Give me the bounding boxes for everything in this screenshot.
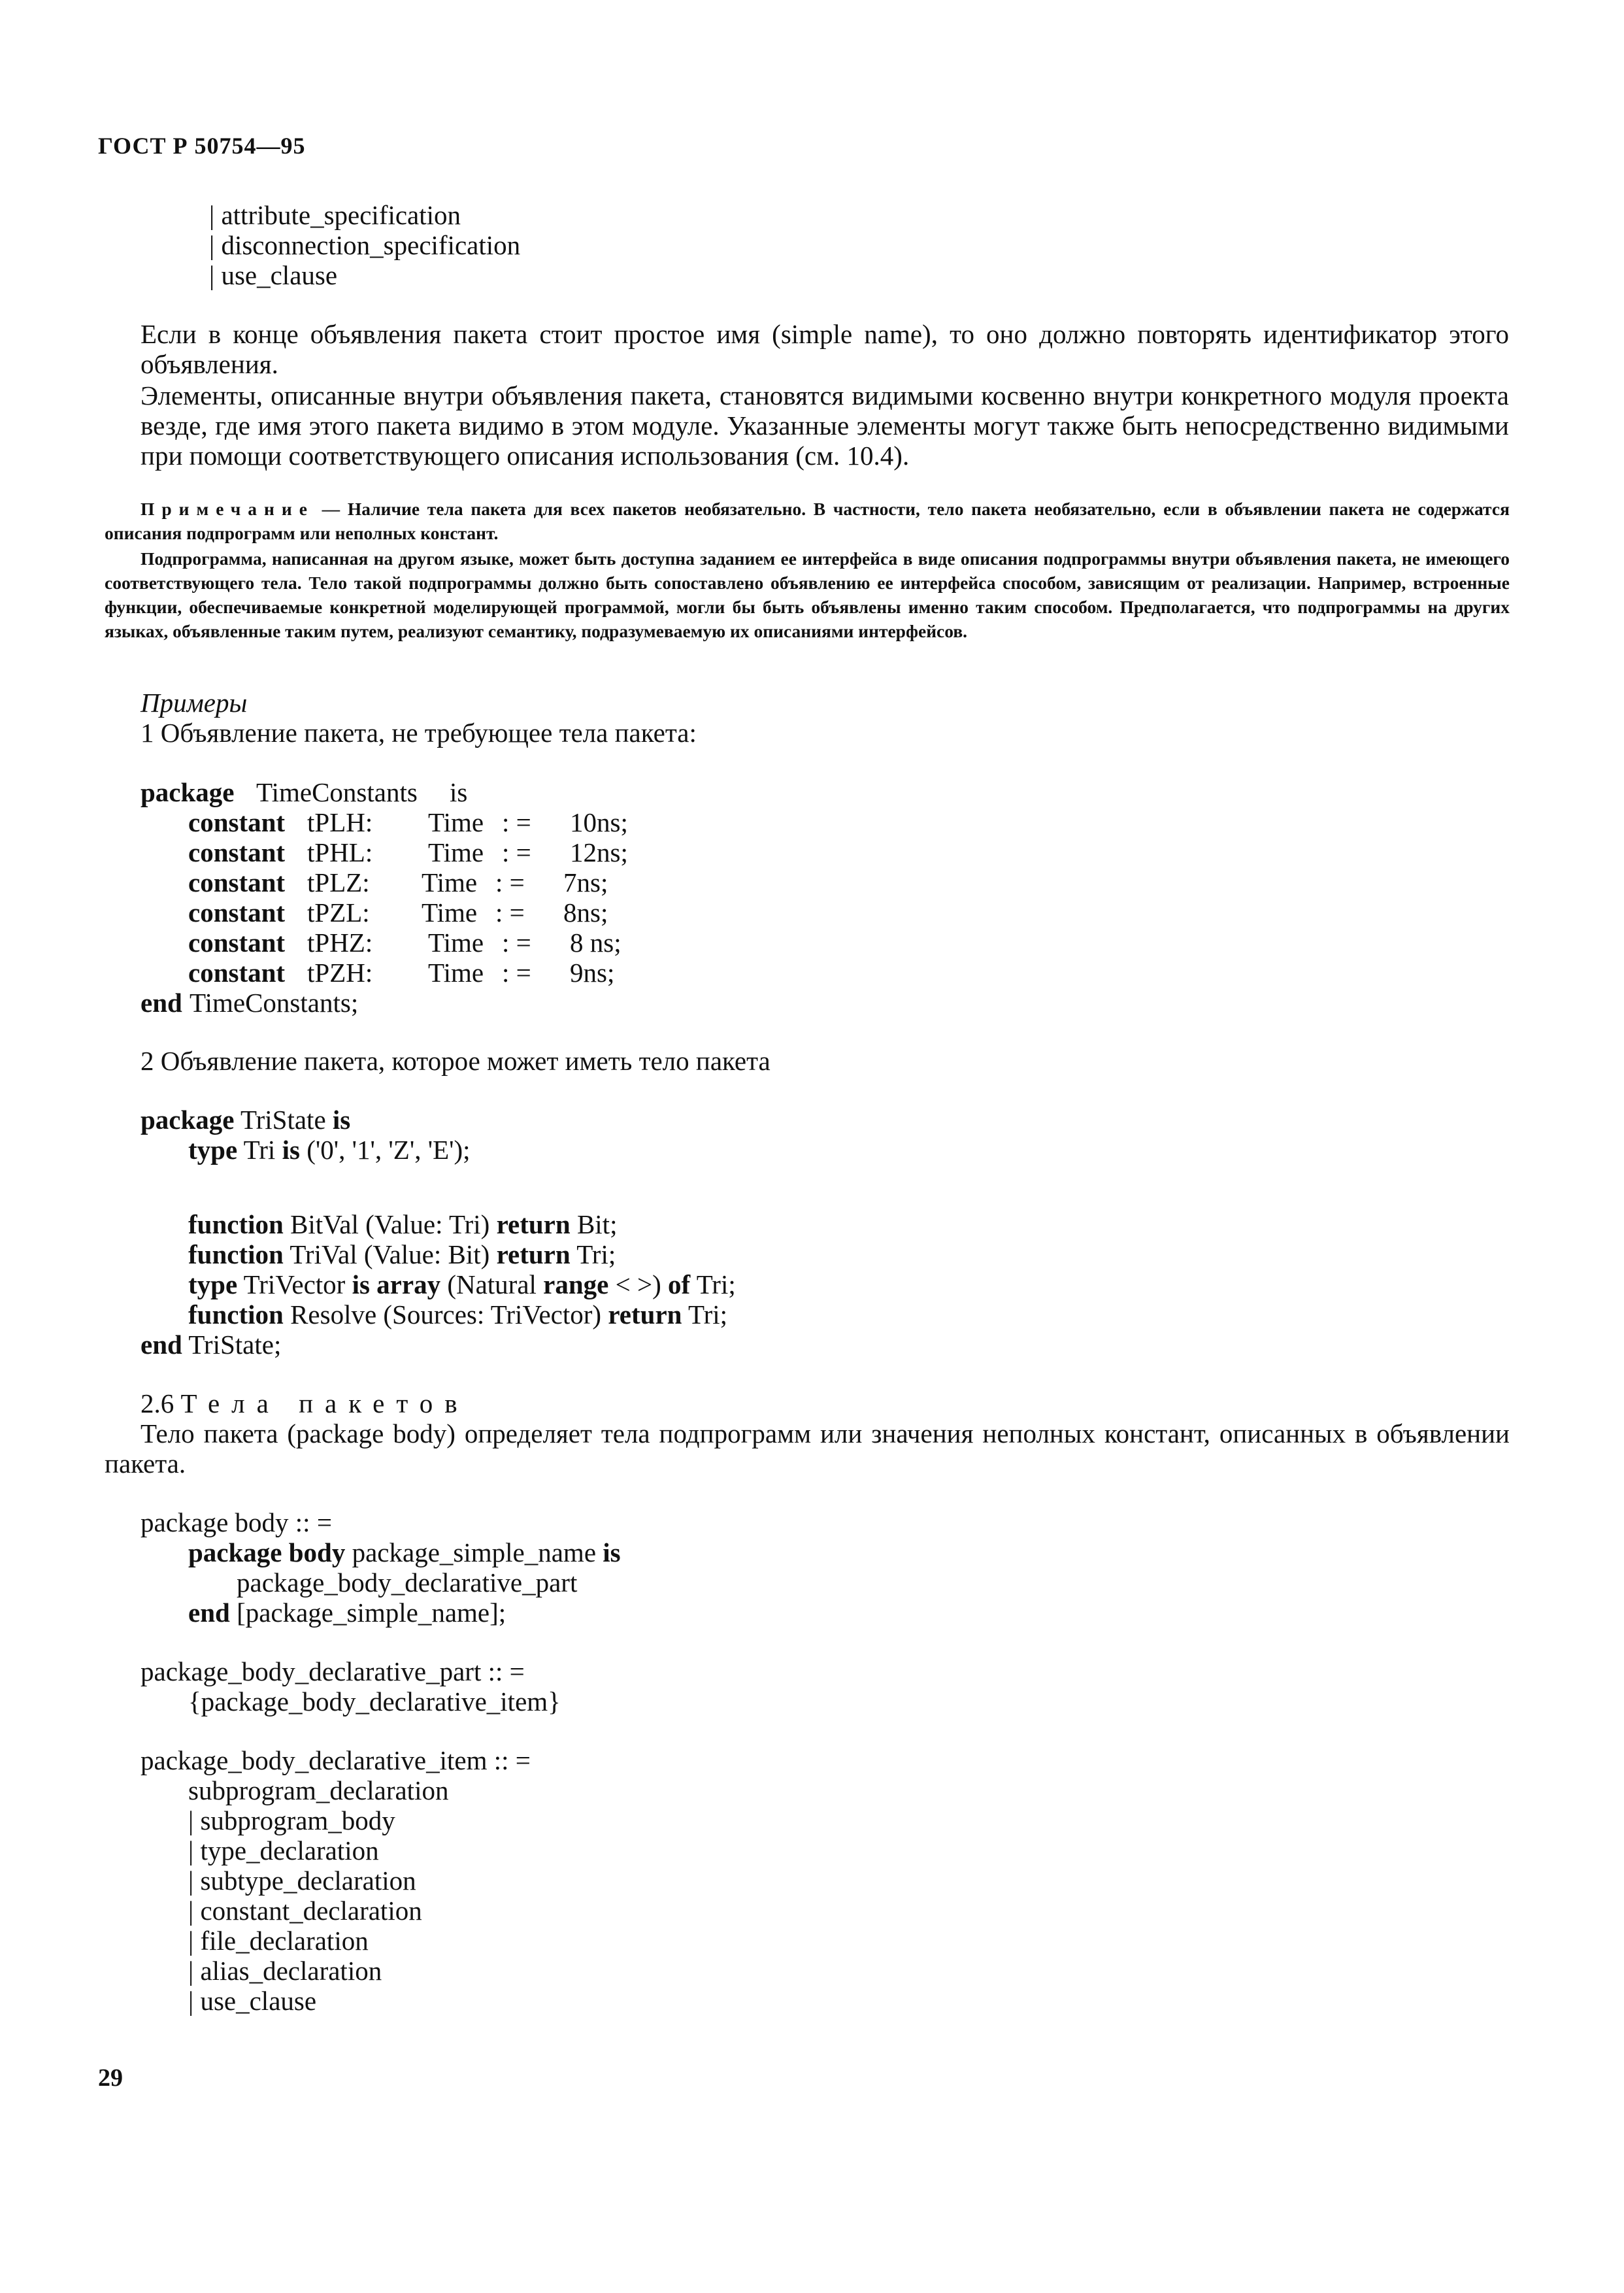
code-keyword: constant — [188, 958, 286, 988]
grammar-line: | disconnection_specification — [209, 230, 521, 260]
code-text: 7ns; — [563, 867, 608, 897]
code-text: : = — [502, 837, 531, 867]
code-text: Resolve (Sources: TriVector) — [283, 1299, 608, 1330]
grammar-line: | subtype_declaration — [188, 1866, 416, 1896]
code-text: < >) — [608, 1269, 669, 1299]
code-text: 8 ns; — [570, 928, 621, 958]
code-text: : = — [495, 867, 525, 897]
document-header: ГОСТ Р 50754—95 — [98, 133, 306, 159]
code-keyword: constant — [188, 897, 286, 928]
section-title: Тела пакетов — [180, 1388, 469, 1418]
code-keyword: return — [608, 1299, 682, 1330]
code-keyword: is — [603, 1537, 621, 1567]
code-text: TriState; — [182, 1330, 282, 1360]
grammar-line: | use_clause — [209, 260, 338, 290]
code-text: Tri; — [570, 1239, 616, 1269]
code-text: Time — [428, 928, 484, 958]
code-keyword: is — [332, 1105, 351, 1135]
code-text: Time — [428, 807, 484, 837]
code-text: Time — [428, 958, 484, 988]
code-line — [188, 1209, 617, 1239]
code-text: Bit; — [570, 1209, 618, 1239]
code-keyword: constant — [188, 837, 286, 867]
code-text: tPHL: — [307, 837, 373, 867]
grammar-line: package_body_declarative_part — [237, 1567, 578, 1598]
code-text: 10ns; — [570, 807, 628, 837]
grammar-line: | constant_declaration — [188, 1896, 422, 1926]
code-keyword: package body — [188, 1537, 346, 1567]
code-text: Tri; — [690, 1269, 736, 1299]
note-paragraph — [105, 546, 1510, 643]
code-keyword: function — [188, 1209, 284, 1239]
code-text: Time — [422, 867, 478, 897]
note-text: Подпрограмма, написанная на другом языке, может быть доступна заданием ее интерфейса в виде описания подпрограммы внутри объявления пакета, не имеющего соответствующего тела. Тело такой подпрограммы должно быть сопоставлено объявлению ее интерфейса способом, зависящим от реализации. Например, встроенные функции, обеспечиваемые конкретной моделирующей программой, могли бы быть объявлены именно таким способом. Предполагается, что подпрограммы на других языках, объявленные таким путем, реализуют семантику, подразумеваемую их описаниями интерфейсов. — [105, 548, 1510, 641]
example-title: 1 Объявление пакета, не требующее тела пакета: — [141, 718, 697, 748]
code-text: Tri — [237, 1135, 282, 1165]
section-number: 2.6 — [141, 1388, 174, 1418]
code-text: TimeConstants — [256, 777, 418, 807]
grammar-line: {package_body_declarative_item} — [188, 1686, 561, 1716]
code-keyword: function — [188, 1299, 284, 1330]
page-number: 29 — [98, 2064, 123, 2092]
code-keyword: end — [141, 988, 182, 1018]
code-keyword: function — [188, 1239, 284, 1269]
grammar-line: | alias_declaration — [188, 1956, 382, 1986]
code-text: TimeConstants; — [190, 988, 359, 1018]
examples-heading: Примеры — [141, 688, 248, 718]
code-line — [188, 1299, 727, 1330]
code-keyword: constant — [188, 928, 286, 958]
code-line — [188, 1239, 616, 1269]
code-keyword: type — [188, 1269, 238, 1299]
section-heading — [141, 1388, 469, 1418]
code-text: package_simple_name — [345, 1537, 603, 1567]
code-text: tPLH: — [307, 807, 373, 837]
code-text: Tri; — [682, 1299, 728, 1330]
code-keyword: end — [141, 1330, 182, 1360]
note — [105, 497, 1510, 545]
grammar-line — [188, 1537, 621, 1567]
grammar-line: | file_declaration — [188, 1926, 369, 1956]
code-text: ('0', '1', 'Z', 'E'); — [299, 1135, 471, 1165]
grammar-line: package_body_declarative_part :: = — [141, 1656, 525, 1686]
code-keyword: type — [188, 1135, 238, 1165]
code-text: : = — [502, 807, 531, 837]
grammar-line: | subprogram_body — [188, 1805, 395, 1835]
code-text: : = — [495, 897, 525, 928]
code-text: : = — [502, 928, 531, 958]
code-text: TriVector — [237, 1269, 352, 1299]
grammar-line: | type_declaration — [188, 1835, 379, 1866]
code-text: TriVal (Value: Bit) — [283, 1239, 497, 1269]
code-keyword: constant — [188, 867, 286, 897]
code-line — [188, 1269, 736, 1299]
grammar-line — [188, 1598, 506, 1628]
code-text: BitVal (Value: Tri) — [283, 1209, 497, 1239]
code-text: Time — [422, 897, 478, 928]
grammar-line: package_body_declarative_item :: = — [141, 1745, 531, 1775]
code-keyword: is array — [352, 1269, 441, 1299]
code-text: tPHZ: — [307, 928, 373, 958]
example-title: 2 Объявление пакета, которое может иметь тело пакета — [141, 1046, 771, 1076]
paragraph: Тело пакета (package body) определяет тела подпрограмм или значения неполных констант, описанных в объявлении пакета. — [105, 1418, 1510, 1479]
code-keyword: is — [282, 1135, 300, 1165]
code-line — [188, 1135, 471, 1165]
code-keyword: of — [668, 1269, 691, 1299]
code-keyword: return — [496, 1209, 571, 1239]
code-text: : = — [502, 958, 531, 988]
code-keyword: range — [543, 1269, 609, 1299]
code-line — [141, 1330, 281, 1360]
code-text: (Natural — [440, 1269, 544, 1299]
note-label: Примечание — [141, 499, 314, 519]
grammar-line: subprogram_declaration — [188, 1775, 449, 1805]
code-keyword: package — [141, 777, 235, 807]
code-keyword: package — [141, 1105, 235, 1135]
code-text: TriState — [234, 1105, 333, 1135]
code-text: tPZH: — [307, 958, 373, 988]
code-text: 8ns; — [563, 897, 608, 928]
grammar-line: | attribute_specification — [209, 200, 461, 230]
grammar-line: | use_clause — [188, 1986, 317, 2016]
grammar-line: package body :: = — [141, 1507, 332, 1537]
code-text: 9ns; — [570, 958, 615, 988]
code-text: is — [450, 777, 468, 807]
code-keyword: end — [188, 1598, 230, 1628]
code-text: tPZL: — [307, 897, 370, 928]
code-text: Time — [428, 837, 484, 867]
paragraph: Элементы, описанные внутри объявления пакета, становятся видимыми косвенно внутри конкретного модуля проекта везде, где имя этого пакета видимо в этом модуле. Указанные элементы могут также быть непосредственно видимыми при помощи соответствующего описания использования (см. 10.4). — [141, 380, 1509, 471]
code-line — [141, 1105, 350, 1135]
code-text: 12ns; — [570, 837, 628, 867]
code-text: [package_simple_name]; — [229, 1598, 506, 1628]
code-text: tPLZ: — [307, 867, 370, 897]
paragraph: Если в конце объявления пакета стоит простое имя (simple name), то оно должно повторять идентификатор этого объявления. — [141, 319, 1509, 379]
code-keyword: constant — [188, 807, 286, 837]
code-keyword: return — [496, 1239, 571, 1269]
note-text: — Наличие тела пакета для всех пакетов необязательно. В частности, тело пакета необязательно, если в объявлении пакета не содержатся описания подпрограмм или неполных констант. — [105, 499, 1510, 543]
